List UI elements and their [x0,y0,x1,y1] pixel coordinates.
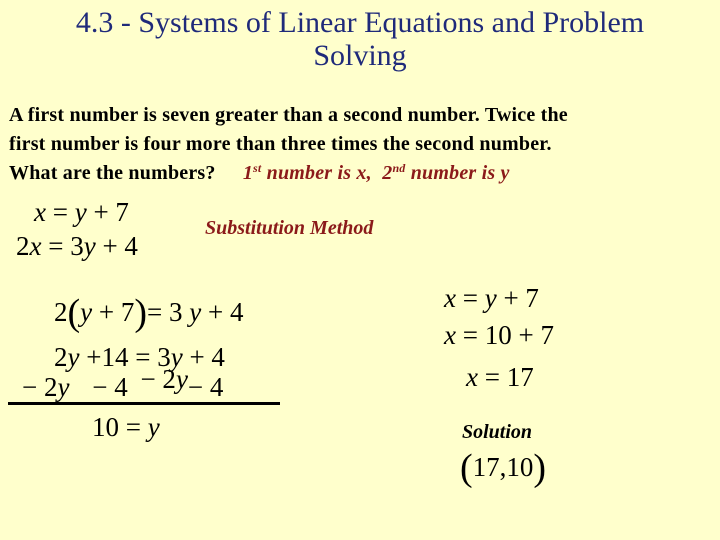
wl4-value: 10 = [92,412,141,442]
slide-title [0,6,720,72]
wr1-rhs-const: + 7 [503,283,539,313]
wl4-var: y [147,412,160,442]
wl3-sub-rhs-const: − 4 [187,372,224,402]
work-right-line-1 [444,283,539,313]
wl2-rhs-var: y [170,342,183,372]
wl2-rhs-const: + 4 [189,342,225,372]
problem-line-3 [9,159,709,188]
work-right-line-3 [466,362,534,392]
first-ordinal-number: 1 [242,162,254,184]
work-left-line-1 [54,292,244,334]
wl1-const: + 7 [98,297,135,327]
wl1-var: y [80,297,93,327]
solution-close-paren: ) [533,447,547,489]
wl1-open-paren: ( [67,292,81,334]
wr1-rhs-var: y [484,283,497,313]
wl1-rhs-const: + 4 [208,297,244,327]
eq2-rhs-const: + 4 [102,231,138,261]
wl3-sub-rhs-var: y [175,364,188,394]
second-ordinal-suffix: nd [392,161,406,175]
solution-label: Solution [462,421,533,443]
eq1-lhs: x [34,197,46,227]
second-ordinal-number: 2 [382,162,393,184]
wr3-var: x [466,362,478,392]
first-ordinal-suffix: st [253,161,262,175]
eq2-rhs-var: y [83,231,96,261]
wl2-mid: +14 = 3 [86,342,171,372]
method-label: Substitution Method [205,217,374,239]
eq1-rhs-var: y [74,197,87,227]
wr3-rhs: = 17 [484,362,534,392]
wl3-sub-const: − 4 [92,372,128,402]
eq2-coef: 2 [16,231,30,261]
system-eq-2 [16,231,138,261]
second-var-text: number is y [405,162,510,184]
wl3-sub-rhs [140,364,187,394]
eq1-rhs-const: + 7 [93,197,129,227]
eq1-op: = [52,197,68,227]
wl1-rhs: = 3 [147,297,183,327]
subtraction-rule [8,402,280,405]
wl3-sub-var: y [57,372,70,402]
wl1-rhs-var: y [189,297,202,327]
problem-question: What are the numbers? [9,162,216,184]
wr2-rhs: = 10 + 7 [462,320,554,350]
variable-definition [243,162,510,184]
wl2-coef: 2 [54,342,68,372]
problem-statement [9,101,709,188]
wl3-sub-coef: − 2 [22,372,58,402]
solution-pair [460,447,547,489]
solution-values: 17,10 [472,452,534,482]
solution-open-paren: ( [460,447,473,489]
title-line-1: 4.3 - Systems of Linear Equations and Problem [75,6,645,39]
work-left-line-3 [22,364,224,402]
wl3-sub-rhs-coef: − 2 [140,364,176,394]
wr1-var: x [444,283,456,313]
problem-line-2: first number is four more than three times the second number. [9,133,552,155]
system-eq-1 [34,197,129,227]
wl2-var: y [67,342,80,372]
first-var-text: number is x, [261,162,383,184]
eq2-rhs-coef: 3 [70,231,84,261]
wl1-close-paren: ) [134,292,148,334]
wr1-op: = [462,283,478,313]
work-left-line-4 [92,412,160,442]
wr2-var: x [444,320,456,350]
problem-line-1: A first number is seven greater than a second number. Twice the [9,104,568,126]
work-right-line-2 [444,320,554,350]
title-line-2: Solving [313,39,407,72]
wl1-coef: 2 [54,297,68,327]
eq2-op: = [48,231,64,261]
eq2-lhs-var: x [29,231,42,261]
